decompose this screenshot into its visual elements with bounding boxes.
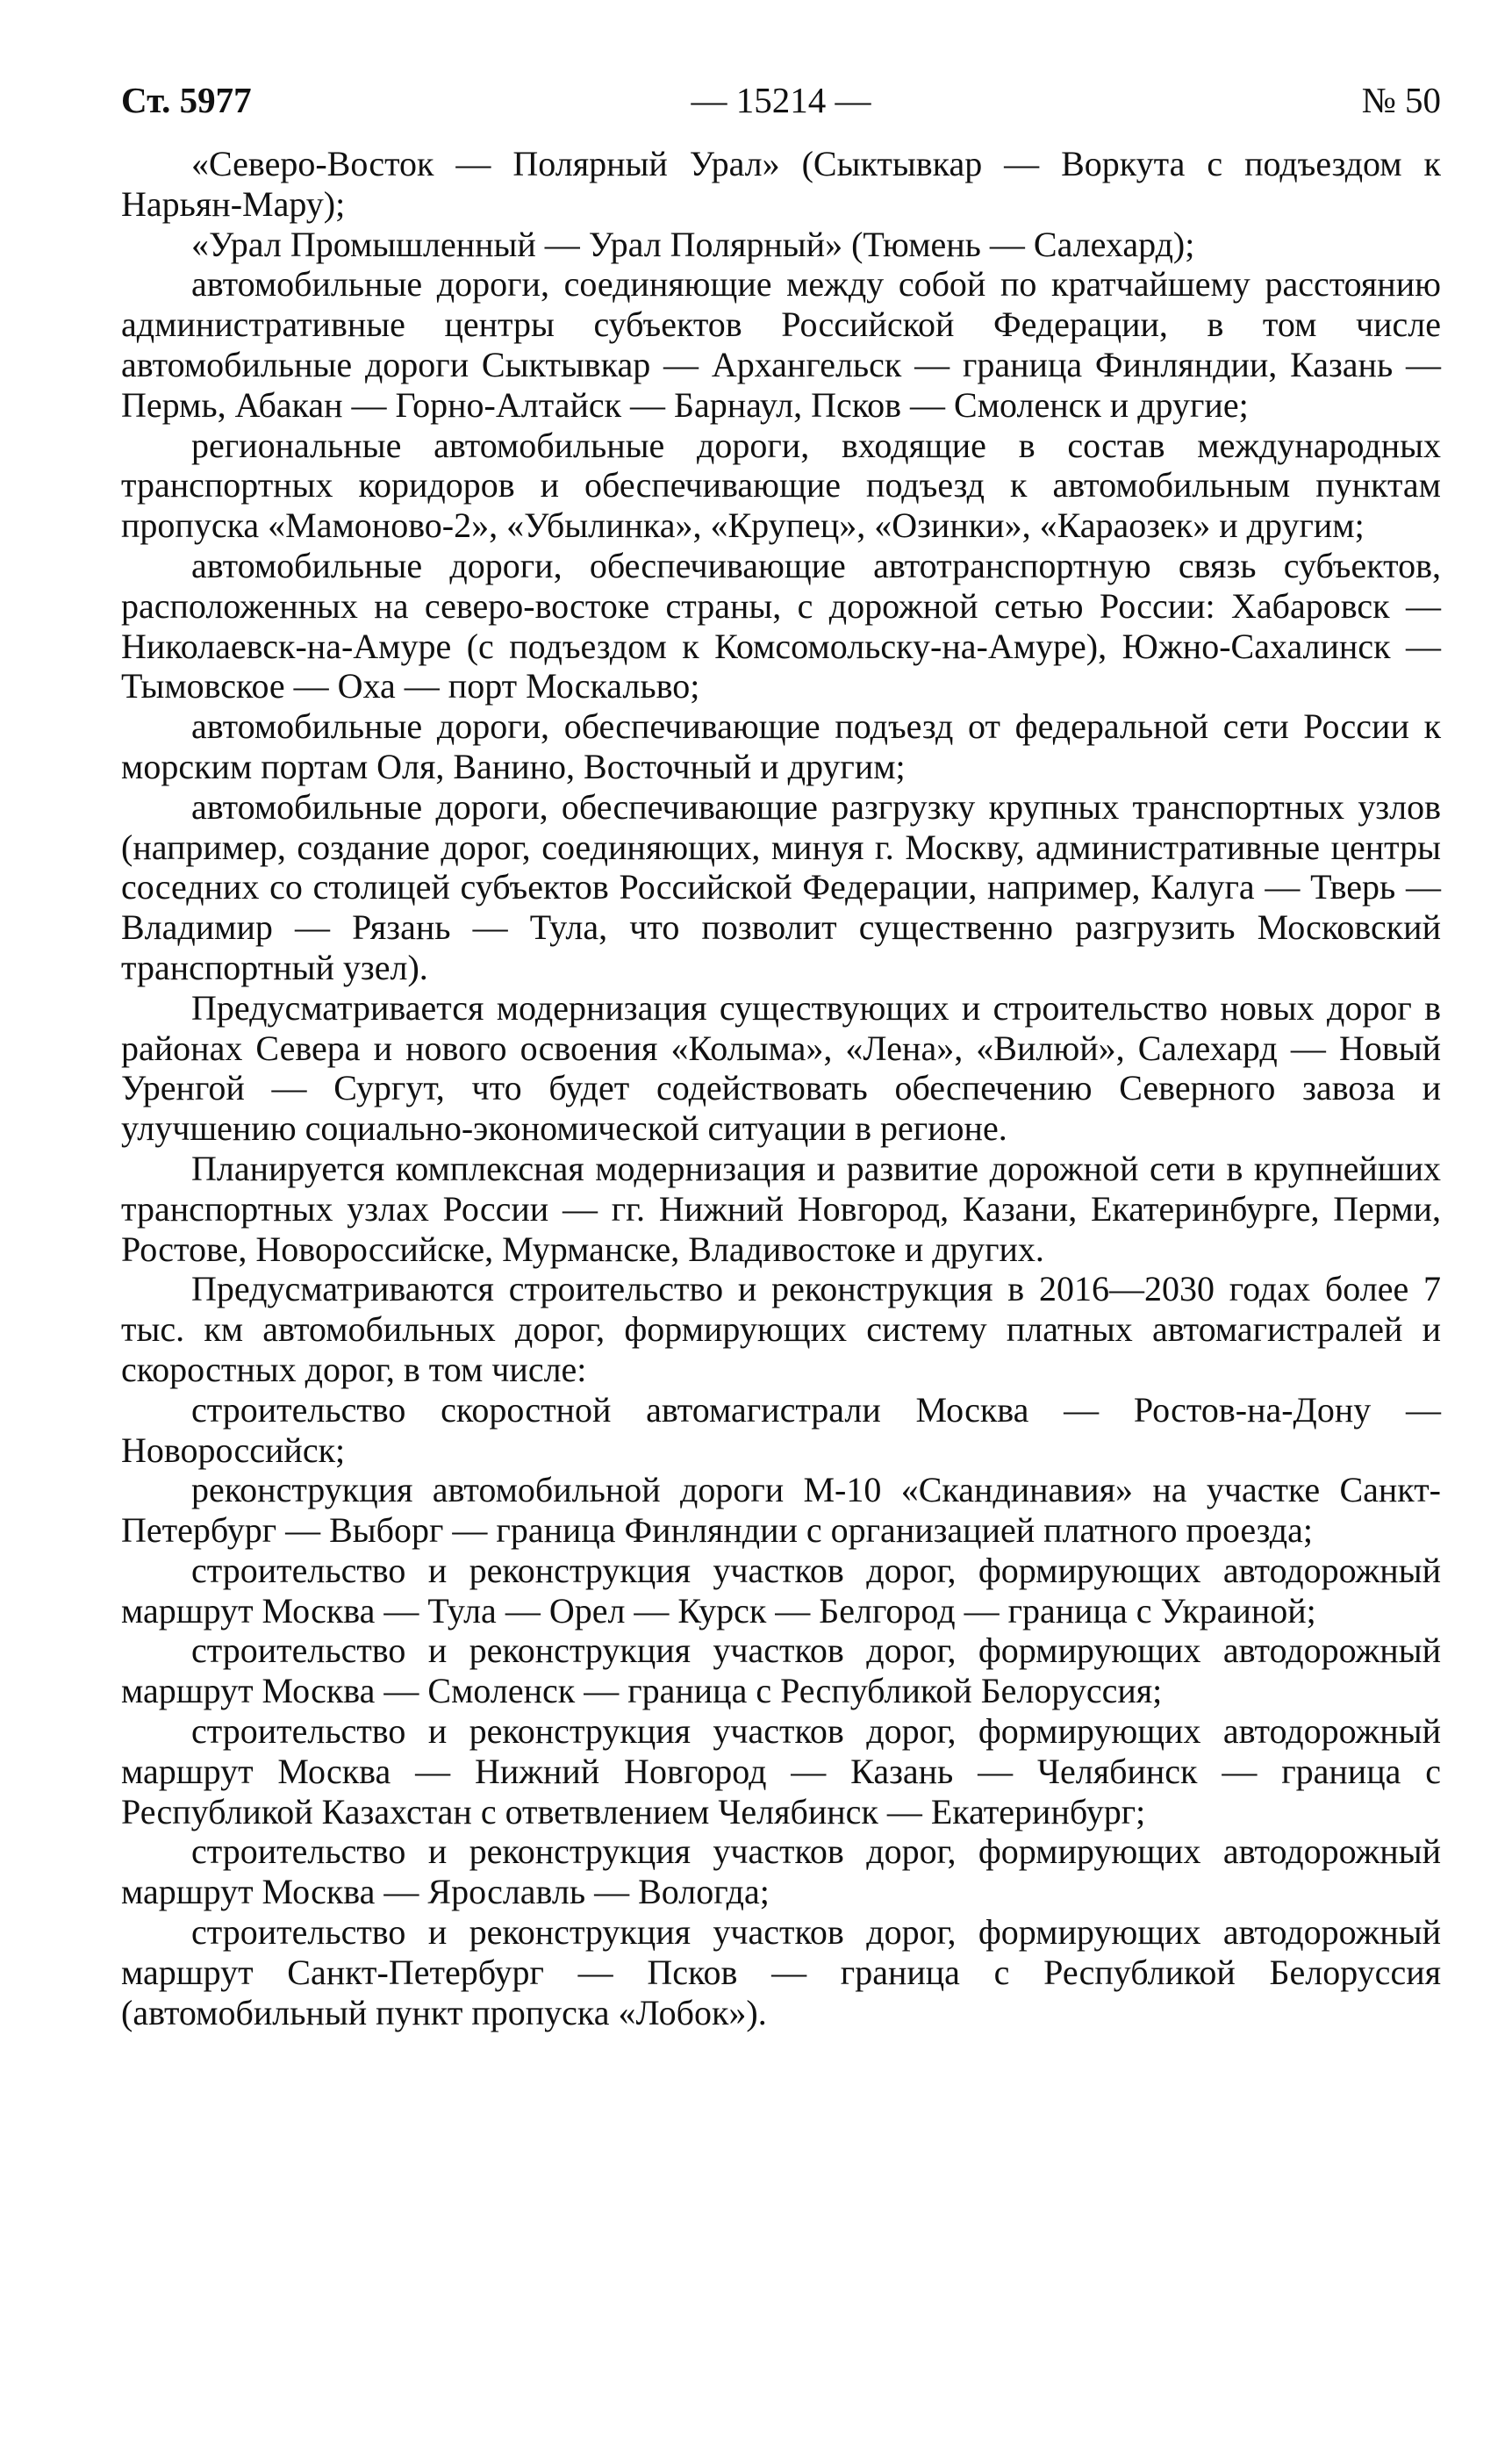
paragraph: Предусматриваются строительство и реконструкция в 2016—2030 годах более 7 тыс. км автомобильных дорог, формирующих систему платных автомагистралей и скоростных дорог, в том числе:	[121, 1269, 1441, 1389]
paragraph: региональные автомобильные дороги, входящие в состав международных транспортных коридоров и обеспечивающие подъезд к автомобильным пунктам пропуска «Мамоново-2», «Убылинка», «Крупец», «Озинки», «Караозек» и другим;	[121, 425, 1441, 546]
paragraph: реконструкция автомобильной дороги М-10 «Скандинавия» на участке Санкт-Петербург — Выборг — граница Финляндии с организацией платного проезда;	[121, 1470, 1441, 1551]
article-number: Ст. 5977	[121, 80, 252, 120]
page-number: — 15214 —	[691, 80, 871, 120]
paragraph: Планируется комплексная модернизация и развитие дорожной сети в крупнейших транспортных узлах России — гг. Нижний Новгород, Казани, Екатеринбурге, Перми, Ростове, Новороссийске, Мурманске, Владивостоке и других.	[121, 1148, 1441, 1269]
paragraph: строительство и реконструкция участков дорог, формирующих автодорожный маршрут Москва — Ярославль — Вологда;	[121, 1831, 1441, 1912]
paragraph: строительство и реконструкция участков дорог, формирующих автодорожный маршрут Санкт-Петербург — Псков — граница с Республикой Белоруссия (автомобильный пункт пропуска «Лобок»).	[121, 1912, 1441, 2032]
paragraph: «Урал Промышленный — Урал Полярный» (Тюмень — Салехард);	[191, 224, 1195, 264]
paragraph: автомобильные дороги, соединяющие между собой по кратчайшему расстоянию административные центры субъектов Российской Федерации, в том числе автомобильные дороги Сыктывкар — Архангельск — граница Финляндии, Казань — Пермь, Абакан — Горно-Алтайск — Барнаул, Псков — Смоленск и другие;	[121, 264, 1441, 425]
document-body	[121, 144, 1441, 2032]
page-header	[121, 74, 1441, 126]
issue-number: № 50	[1361, 80, 1441, 120]
paragraph: строительство и реконструкция участков дорог, формирующих автодорожный маршрут Москва — Смоленск — граница с Республикой Белоруссия;	[121, 1631, 1441, 1711]
paragraph: автомобильные дороги, обеспечивающие разгрузку крупных транспортных узлов (например, создание дорог, соединяющих, минуя г. Москву, административные центры соседних со столицей субъектов Российской Федерации, например, Калуга — Тверь — Владимир — Рязань — Тула, что позволит существенно разгрузить Московский транспортный узел).	[121, 786, 1441, 987]
paragraph: строительство и реконструкция участков дорог, формирующих автодорожный маршрут Москва — Нижний Новгород — Казань — Челябинск — граница с Республикой Казахстан с ответвлением Челябинск — Екатеринбург;	[121, 1711, 1441, 1831]
paragraph: строительство скоростной автомагистрали Москва — Ростов-на-Дону — Новороссийск;	[121, 1389, 1441, 1470]
paragraph: Предусматривается модернизация существующих и строительство новых дорог в районах Севера и нового освоения «Колыма», «Лена», «Вилюй», Салехард — Новый Уренгой — Сургут, что будет содействовать обеспечению Северного завоза и улучшению социально-экономической ситуации в регионе.	[121, 987, 1441, 1149]
paragraph: автомобильные дороги, обеспечивающие подъезд от федеральной сети России к морским портам Оля, Ванино, Восточный и другим;	[121, 706, 1441, 786]
paragraph: автомобильные дороги, обеспечивающие автотранспортную связь субъектов, расположенных на северо-востоке страны, с дорожной сетью России: Хабаровск — Николаевск-на-Амуре (с подъездом к Комсомольску-на-Амуре), Южно-Сахалинск — Тымовское — Оха — порт Москальво;	[121, 545, 1441, 706]
paragraph: «Северо-Восток — Полярный Урал» (Сыктывкар — Воркута с подъездом к Нарьян-Мару);	[121, 144, 1441, 224]
paragraph: строительство и реконструкция участков дорог, формирующих автодорожный маршрут Москва — Тула — Орел — Курск — Белгород — граница с Украиной;	[121, 1550, 1441, 1631]
